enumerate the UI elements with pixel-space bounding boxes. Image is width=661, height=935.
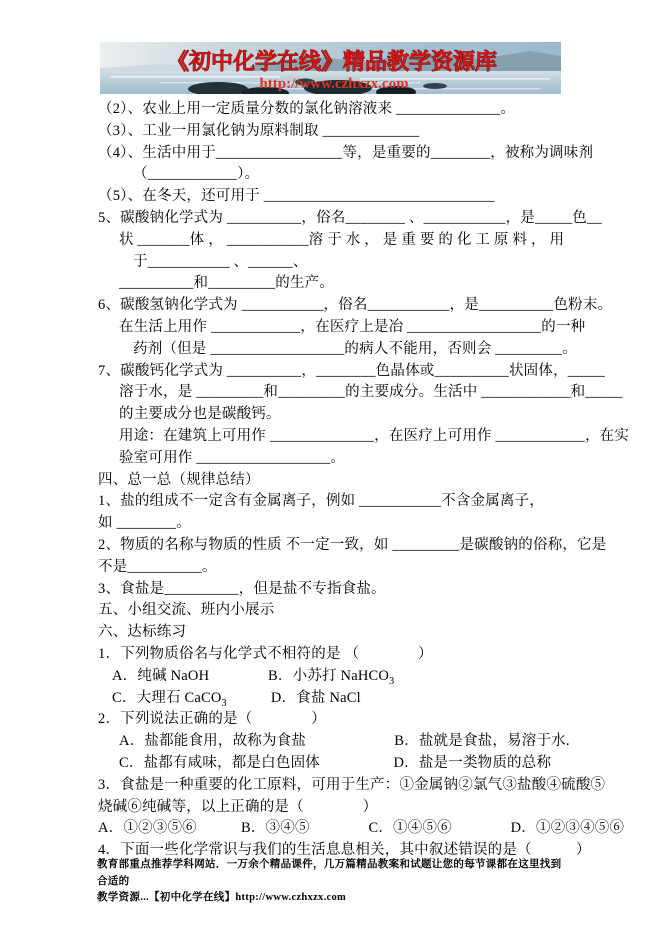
text-line: 如 ________。 [98,515,191,532]
text-line: 溶于水，是 _________和_________的主要成分。生活中 ____________和_____ [119,384,623,401]
text-line: （5）、在冬天，还可用于 _______________________________ [98,188,495,205]
question-line: 3．食盐是一种重要的化工原料，可用于生产：①金属钠②氯气③盐酸④硫酸⑤ [98,776,606,793]
text-line: （3）、工业一用氯化钠为原料制取 _____________ [98,122,420,139]
footer-note-line2: 教学资源...【初中化学在线】http://www.czhxzx.com [97,892,347,903]
text-line: 用途：在建筑上可用作 ______________，在医疗上可用作 ____________，在实 [119,427,630,444]
text-line: （4）、生活中用于_________________等，是重要的________，被称为调味剂 [98,144,594,161]
site-banner[interactable] [100,42,561,94]
chem-subscript: 3 [221,697,227,709]
worksheet-body [98,99,630,862]
text-line: 6、碳酸氢钠化学式为 ___________，俗名___________，是__________色粉末。 [98,297,613,314]
text-line: 5、碳酸钠化学式为 __________，俗名________ 、___________，是_____色__ [98,209,602,226]
option-line [98,666,578,688]
option-text: A．纯碱 NaOH B．小苏打 NaHCO [112,667,390,684]
text-line: （2）、农业上用一定质量分数的氯化钠溶液来 ______________。 [98,101,516,117]
section-heading: 六、达标练习 [98,624,187,641]
text-line: 1、盐的组成不一定含有金属离子，例如 ___________不含金属离子， [98,493,545,510]
question-line: 1．下列物质俗名与化学式不相符的是 （ ） [98,645,433,662]
question-line: 4．下面一些化学常识与我们的生活息息相关，其中叙述错误的是（ ） [98,842,591,859]
footer-note [97,857,567,907]
option-line: A．盐都能食用，故称为食盐 B．盐就是食盐，易溶于水. [119,733,570,750]
option-text: D．食盐 NaCl [226,689,361,706]
text-line: 在生活上用作 ____________，在医疗上是冶 __________________的一种 [119,318,586,335]
text-line: __________和_________的生产。 [119,275,335,292]
text-line: 7、碳酸钙化学式为 __________，________色晶体或__________状固体，_____ [98,362,606,379]
question-line: 2．下列说法正确的是（ ） [98,711,326,728]
text-line: 2、物质的名称与物质的性质 不一定一致，如 _________是碳酸钠的俗称，它是 [98,536,607,553]
option-text: C．大理石 CaCO [112,689,222,706]
footer-note-line1: 教育部重点推荐学科网站．一万余个精品课件，几万篇精品教案和试题让您的每节课都在这里找到合适的 [97,859,562,887]
section-heading: 四、总一总（规律总结） [98,471,260,488]
banner-url-link[interactable]: http://www.czhxzx.com [259,76,409,92]
option-line [98,688,578,710]
text-line: 状 _______体 ， ___________溶 于 水 ， 是 重 要 的 化 工 原 料 ， 用 [119,231,565,248]
option-line: C．盐都有咸味，都是白色固体 D．盐是一类物质的总称 [119,754,552,771]
text-line: 不是__________。 [98,558,217,575]
section-heading: 五、小组交流、班内小展示 [98,602,275,619]
text-line: 于___________ 、______、 [133,253,308,270]
option-line: A．①②③⑤⑥ B．③④⑤ C．①④⑤⑥ D．①②③④⑤⑥ [98,820,625,837]
banner-title: 《初中化学在线》精品教学资源库 [166,49,498,74]
text-line: 3、食盐是__________，但是盐不专指食盐。 [98,580,386,597]
text-line: 药剂（但是 __________________的病人不能用，否则会 _________。 [133,340,577,357]
chem-subscript: 3 [389,675,395,687]
text-line: 的主要成分也是碳酸钙。 [119,406,281,423]
text-line: （____________）。 [133,166,260,183]
question-line: 烧碱⑥纯碱等，以上正确的是（ ） [98,798,378,815]
banner-landscape-image [100,42,561,94]
text-line: 验室可用作 __________________。 [119,449,346,466]
